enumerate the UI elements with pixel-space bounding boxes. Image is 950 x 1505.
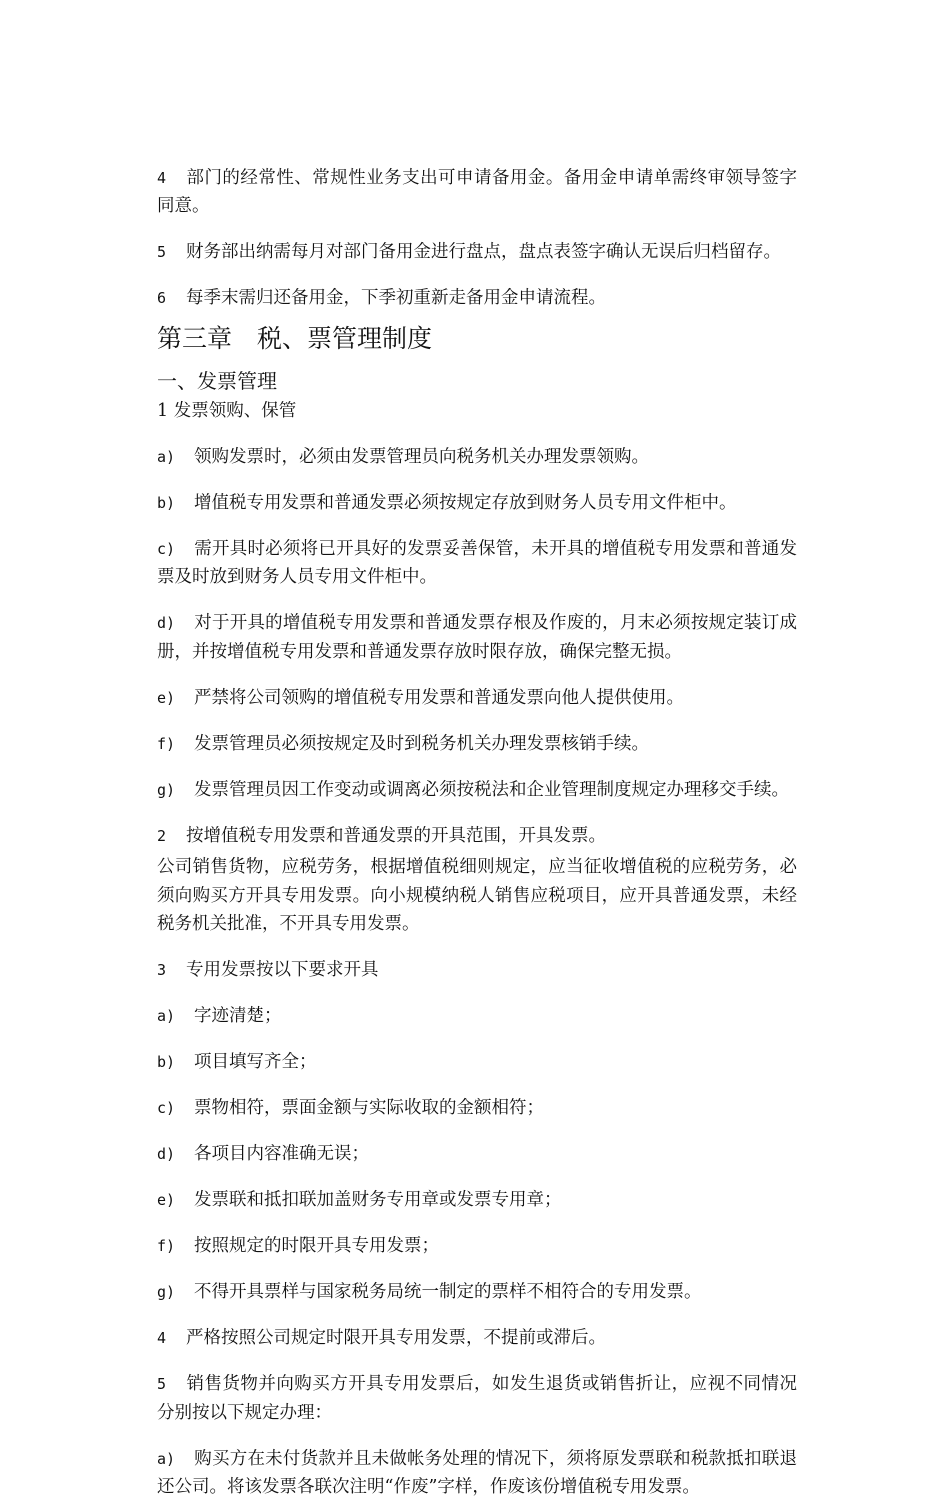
item-number: 4 (157, 168, 167, 187)
item-number: 5 (157, 243, 167, 261)
item-text: 按增值税专用发票和普通发票的开具范围，开具发票。 (186, 825, 606, 846)
item-label: c) (157, 1099, 176, 1117)
item-text: 项目填写齐全； (194, 1052, 317, 1072)
item-text: 每季末需归还备用金，下季初重新走备用金申请流程。 (186, 288, 606, 308)
item-text: 严禁将公司领购的增值税专用发票和普通发票向他人提供使用。 (194, 687, 684, 708)
item-number: 5 (157, 1375, 167, 1393)
list-item (157, 1370, 797, 1427)
section-title: 一、发票管理 (157, 368, 277, 393)
item-label: e) (157, 688, 176, 707)
subsection-title: 1 发票领购、保管 (157, 400, 297, 421)
item-text: 按照规定的时限开具专用发票； (194, 1236, 439, 1256)
item-number: 2 (157, 826, 167, 845)
item-label: d) (157, 614, 176, 632)
item-label: e) (157, 1191, 176, 1209)
item-text: 不得开具票样与国家税务局统一制定的票样不相符合的专用发票。 (194, 1282, 702, 1302)
list-item (157, 443, 797, 472)
item-text: 财务部出纳需每月对部门备用金进行盘点，盘点表签字确认无误后归档留存。 (186, 242, 781, 262)
list-item (157, 1324, 797, 1353)
list-item (157, 164, 797, 221)
item-text: 票物相符，票面金额与实际收取的金额相符； (194, 1098, 544, 1118)
item-text: 发票管理员必须按规定及时到税务机关办理发票核销手续。 (194, 733, 649, 754)
list-item (157, 1186, 797, 1215)
list-item (157, 1094, 797, 1123)
list-item (157, 1048, 797, 1077)
item-text: 发票管理员因工作变动或调离必须按税法和企业管理制度规定办理移交手续。 (194, 779, 789, 800)
item-number: 4 (157, 1329, 167, 1347)
item-label: f) (157, 1237, 176, 1255)
item-label: g) (157, 780, 176, 799)
item-text: 各项目内容准确无误； (194, 1144, 369, 1164)
item-text: 发票联和抵扣联加盖财务专用章或发票专用章； (194, 1190, 562, 1210)
item-text: 销售货物并向购买方开具专用发票后，如发生退货或销售折让，应视不同情况分别按以下规定办理： (157, 1374, 797, 1423)
item-text: 部门的经常性、常规性业务支出可申请备用金。备用金申请单需终审领导签字同意。 (157, 167, 797, 216)
list-item (157, 489, 797, 518)
item-label: c) (157, 539, 176, 558)
item-number: 3 (157, 961, 167, 979)
document-page (157, 146, 797, 1505)
item-text: 购买方在未付货款并且未做帐务处理的情况下，须将原发票联和税款抵扣联退还公司。将该发票各联次注明“作废”字样，作废该份增值税专用发票。 (157, 1448, 797, 1497)
item-label: b) (157, 1053, 176, 1071)
list-item (157, 284, 797, 313)
list-item (157, 1232, 797, 1261)
body-paragraph: 公司销售货物，应税劳务，根据增值税细则规定，应当征收增值税的应税劳务，必须向购买方开具专用发票。向小规模纳税人销售应税项目，应开具普通发票，未经税务机关批准，不开具专用发票。 (157, 857, 797, 934)
list-item (157, 609, 797, 666)
item-text: 对于开具的增值税专用发票和普通发票存根及作废的，月末必须按规定装订成册，并按增值税专用发票和普通发票存放时限存放，确保完整无损。 (157, 613, 797, 662)
list-item (157, 1278, 797, 1307)
item-label: d) (157, 1145, 176, 1163)
item-label: b) (157, 493, 176, 512)
list-item (157, 238, 797, 267)
list-item (157, 956, 797, 985)
chapter-title: 第三章 税、票管理制度 (157, 323, 433, 353)
list-item (157, 1445, 797, 1502)
item-label: a) (157, 1449, 176, 1468)
list-item (157, 1140, 797, 1169)
list-item (157, 535, 797, 592)
item-text: 增值税专用发票和普通发票必须按规定存放到财务人员专用文件柜中。 (194, 492, 737, 513)
list-item (157, 776, 797, 805)
list-item (157, 1002, 797, 1031)
item-label: a) (157, 1007, 176, 1025)
list-item (157, 684, 797, 713)
item-label: f) (157, 734, 176, 753)
item-text: 字迹清楚； (194, 1006, 282, 1026)
item-text: 严格按照公司规定时限开具专用发票，不提前或滞后。 (186, 1328, 606, 1348)
item-number: 6 (157, 289, 167, 307)
item-label: a) (157, 447, 176, 466)
list-item (157, 730, 797, 759)
item-text: 需开具时必须将已开具好的发票妥善保管，未开具的增值税专用发票和普通发票及时放到财务人员专用文件柜中。 (157, 538, 797, 587)
list-item (157, 822, 797, 851)
item-text: 专用发票按以下要求开具 (186, 960, 379, 980)
item-text: 领购发票时，必须由发票管理员向税务机关办理发票领购。 (194, 446, 649, 467)
item-label: g) (157, 1283, 176, 1301)
